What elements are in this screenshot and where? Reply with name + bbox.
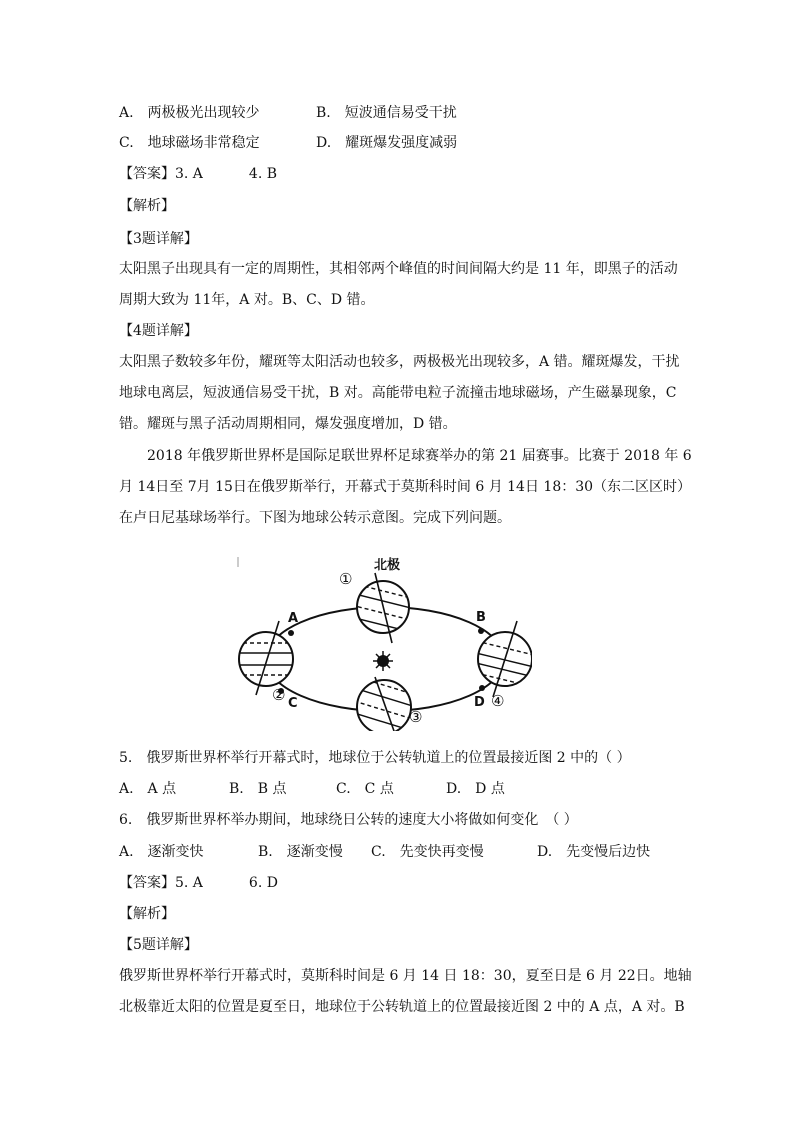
q6-option-b: B. 逐渐变慢	[258, 844, 343, 860]
analysis-label-2: 【解析】	[119, 906, 175, 922]
point-b-dot	[478, 628, 484, 634]
detail-5-line-1: 俄罗斯世界杯举行开幕式时，莫斯科时间是 6 月 14 日 18：30，夏至日是 6 月 22日。地轴	[119, 968, 692, 984]
detail-5-title: 【5题详解】	[119, 937, 198, 953]
position-1-label: ①	[339, 570, 353, 588]
detail-3-line-2: 周期大致为 11年，A 对。B、C、D 错。	[119, 292, 375, 308]
earth-position-1	[351, 573, 415, 643]
answer-3: 3. A	[175, 166, 203, 182]
option-a: A. 两极极光出现较少	[119, 105, 260, 121]
detail-5-line-2: 北极靠近太阳的位置是夏至日，地球位于公转轨道上的位置最接近图 2 中的 A 点，A 对。B	[119, 999, 685, 1015]
earth-position-4	[476, 621, 532, 697]
q6-option-a: A. 逐渐变快	[119, 844, 204, 860]
point-b-label: B	[476, 610, 486, 625]
position-3-label: ③	[409, 708, 423, 726]
detail-3-title: 【3题详解】	[119, 231, 198, 247]
q5-option-d: D. D 点	[446, 781, 505, 797]
q5-option-a: A. A 点	[119, 781, 177, 797]
detail-4-line-3: 错。耀斑与黑子活动周期相同，爆发强度增加，D 错。	[119, 416, 457, 432]
passage-line-1: 2018 年俄罗斯世界杯是国际足联世界杯足球赛举办的第 21 届赛事。比赛于 2018 年 6	[147, 448, 692, 464]
answer-tag: 【答案】	[119, 875, 175, 891]
passage-line-2: 月 14日至 7月 15日在俄罗斯举行，开幕式于莫斯科时间 6 月 14日 18：30（东二区区时）	[119, 479, 692, 495]
q5-stem: 5. 俄罗斯世界杯举行开幕式时，地球位于公转轨道上的位置最接近图 2 中的（ ）	[119, 750, 631, 766]
point-c-label: C	[288, 696, 298, 711]
answer-tag: 【答案】	[119, 166, 175, 182]
position-2-label: ②	[272, 686, 286, 704]
answer-4: 4. B	[248, 166, 278, 182]
q5-option-c: C. C 点	[336, 781, 394, 797]
q6-stem: 6. 俄罗斯世界杯举办期间，地球绕日公转的速度大小将做如何变化 （ ）	[119, 812, 578, 828]
point-d-label: D	[474, 695, 485, 710]
earth-orbit-figure	[236, 555, 532, 731]
q6-option-c: C. 先变快再变慢	[371, 844, 484, 860]
orbit-diagram	[236, 555, 532, 731]
answer-5: 5. A	[175, 875, 203, 891]
point-d-dot	[479, 685, 485, 691]
answer-line-3-4	[119, 164, 277, 184]
north-pole-label: 北极	[374, 558, 401, 573]
position-4-label: ④	[491, 692, 505, 710]
detail-4-line-2: 地球电离层，短波通信易受干扰，B 对。高能带电粒子流撞击地球磁场，产生磁暴现象，C	[119, 385, 677, 401]
detail-3-line-1: 太阳黑子出现具有一定的周期性，其相邻两个峰值的时间间隔大约是 11 年，即黑子的活动	[119, 261, 678, 277]
answer-line-5-6	[119, 873, 278, 893]
sun-icon	[373, 651, 393, 671]
detail-4-line-1: 太阳黑子数较多年份，耀斑等太阳活动也较多，两极极光出现较多，A 错。耀斑爆发，干扰	[119, 354, 680, 370]
earth-position-2	[236, 621, 296, 695]
option-c: C. 地球磁场非常稳定	[119, 135, 260, 151]
detail-4-title: 【4题详解】	[119, 323, 198, 339]
point-a-label: A	[288, 611, 299, 626]
option-d: D. 耀斑爆发强度减弱	[316, 135, 458, 151]
earth-position-3	[354, 676, 416, 731]
option-b: B. 短波通信易受干扰	[316, 105, 457, 121]
answer-6: 6. D	[248, 875, 278, 891]
q5-option-b: B. B 点	[229, 781, 287, 797]
analysis-label: 【解析】	[119, 198, 175, 214]
point-a-dot	[288, 630, 294, 636]
passage-line-3: 在卢日尼基球场举行。下图为地球公转示意图。完成下列问题。	[119, 510, 511, 526]
q6-option-d: D. 先变慢后边快	[537, 844, 651, 860]
